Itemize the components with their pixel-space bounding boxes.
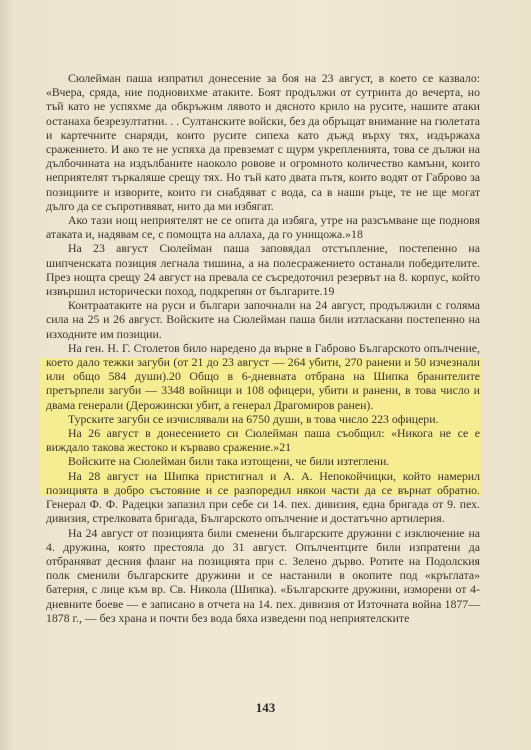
- paragraph: На 26 август в донесението си Сюлейман паша съобщил: «Никога не се е виждало такова жестоко и кърваво сражение.»21: [46, 426, 480, 455]
- page-number: 143: [255, 700, 276, 715]
- paragraph: На 28 август на Шипка пристигнал и А. А. Непокойчицки, който намерил позицията в добро състояние и се разпоредил някои части да се върнат обратно. Генерал Ф. Ф. Радецки запазил при себе си 14. пех. дивизия, една бригада от 9. пех. дивизия, стрелковата бригада, Българското опълчение и достатъчно артилерия.: [46, 468, 480, 526]
- paragraph: На ген. Н. Г. Столетов било наредено да върне в Габрово Българското опълчение, което дало тежки загуби (от 21 до 23 август — 264 убити, 270 ранени и 50 изчезнали или общо 584 души).20 Общо в 6-дневната отбрана на Шипка бранителите претърпели загуби — 3348 войници и 108 офицери, убити и ранени, в това число и двама генерали (Дерожински убит, а генерал Драгомиров ранен).: [46, 340, 480, 412]
- paragraph: Сюлейман паша изпратил донесение за боя на 23 август, в което се казвало: «Вчера, сряда, ние подновихме атаките. Боят продължи от сутринта до вечерта, но тъй като не успяхме да обкръжим лявото и дясното крило на русите, нашите атаки останаха безрезултатни. . . Султанските войски, без да обръщат внимание на гюлетата и картечните снаряди, които русите сипеха като дъжд върху тях, издържаха сражението. И ако те не успяха да превземат с щурм укрепленията, това се дължи на дълбочината на издълбаните наоколо ровове и огромното количество камъни, които неприятелят търкаляше срещу тях. Но тъй като двата пътя, които водят от Габрово за позициите и изворите, които ги снабдяват с вода, са в наши ръце, те не ще могат дълго да се съпротивяват, нито да ми избягат.: [46, 71, 480, 213]
- paragraph: Войските на Сюлейман били така изтощени, че били изтеглени.: [68, 454, 390, 469]
- body-text: [46, 71, 480, 625]
- paragraph: На 24 август от позицията били сменени българските дружини с изключение на 4. дружина, която престояла до 31 август. Опълчентците били изпратени да отбраняват десния фланг на позицията при с. Зелено дърво. Ротите на Подолския полк сменили българските дружини и се настанили в окопите под «кръглата» батерия, с лице към вр. Св. Никола (Шипка). «Българските дружини, изморени от 4-дневните боеве — е записано в отчета на 14. пех. дивизия от Източната война 1877—1878 г., — без храна и почти без вода бяха изведени под неприятелските: [46, 525, 480, 625]
- paragraph: Ако тази нощ неприятелят не се опита да избяга, утре на разсъмване ще подновя атаката и, надявам се, с помощта на аллаха, да го унищожа.»18: [46, 213, 480, 242]
- paragraph: Турските загуби се изчислявали на 6750 души, в това число 223 офицери.: [68, 411, 439, 426]
- paragraph: Контраатаките на руси и българи започнали на 24 август, продължили с голяма сила на 25 и 26 август. Войските на Сюлейман паша били изтласкани постепенно на изходните им позиции.: [46, 298, 480, 341]
- paragraph: На 23 август Сюлейман паша заповядал отстъпление, постепенно на шипченската позиция легнала тишина, а на полесражението останали победителите. През нощта срещу 24 август на превала се съсредоточил резервът на 8. корпус, който извършил исторически поход, подкрепян от българите.19: [46, 241, 480, 299]
